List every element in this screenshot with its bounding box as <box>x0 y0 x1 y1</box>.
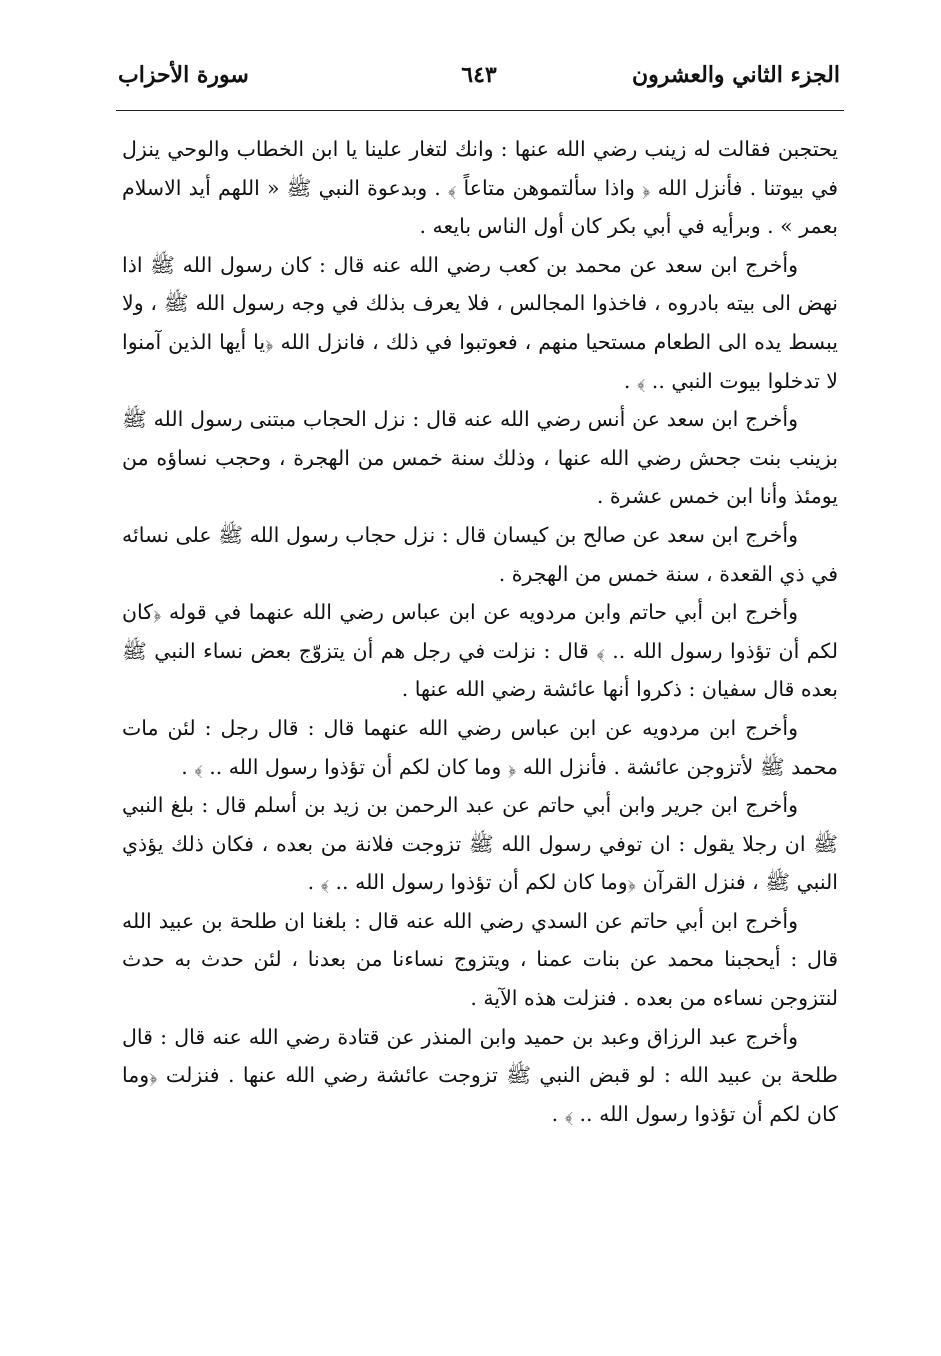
surah-title: سورة الأحزاب <box>118 62 249 88</box>
paragraph: وأخرج ابن سعد عن أنس رضي الله عنه قال : نزل الحجاب مبتنى رسول الله ﷺ بزينب بنت جحش رضي الله عنها ، وذلك سنة خمس من الهجرة ، وحجب نساؤه من يومئذ وأنا ابن خمس عشرة . <box>122 407 838 509</box>
paragraph: وأخرج عبد الرزاق وعبد بن حميد وابن المنذر عن قتادة رضي الله عنه قال : قال طلحة بن عبيد الله : لو قبض النبي ﷺ تزوجت عائشة رضي الله عنها . فنزلت ﴿وما كان لكم أن تؤذوا رسول الله .. ﴾ . <box>122 1024 838 1126</box>
paragraph: وأخرج ابن أبي حاتم عن السدي رضي الله عنه قال : بلغنا ان طلحة بن عبيد الله قال : أيحجبنا محمد عن بنات عمنا ، ويتزوج نساءنا من بعدنا ، لئن حدث به حدث لنتزوجن نساءه من بعده . فنزلت هذه الآية . <box>122 908 838 1011</box>
paragraph: يحتجبن فقالت له زينب رضي الله عنها : وانك لتغار علينا يا ابن الخطاب والوحي ينزل في بيوتنا . فأنزل الله ﴿ واذا سألتموهن متاعاً ﴾ . وبدعوة النبي ﷺ « اللهم أيد الاسلام بعمر » . وبرأيه في أبي بكر كان أول الناس بايعه . <box>122 137 838 239</box>
paragraph: وأخرج ابن أبي حاتم وابن مردويه عن ابن عباس رضي الله عنهما في قوله ﴿كان لكم أن تؤذوا رسول الله .. ﴾ قال : نزلت في رجل هم أن يتزوّج بعض نساء النبي ﷺ بعده قال سفيان : ذكروا أنها عائشة رضي الله عنها . <box>122 600 838 702</box>
page-body <box>122 130 838 1133</box>
juz-title: الجزء الثاني والعشرون <box>631 62 840 88</box>
paragraph: وأخرج ابن سعد عن صالح بن كيسان قال : نزل حجاب رسول الله ﷺ على نسائه في ذي القعدة ، سنة خمس من الهجرة . <box>122 522 838 586</box>
paragraph: وأخرج ابن جرير وابن أبي حاتم عن عبد الرحمن بن زيد بن أسلم قال : بلغ النبي ﷺ ان رجلا يقول : ان توفي رسول الله ﷺ تزوجت فلانة من بعده ، فكان ذلك يؤذي النبي ﷺ ، فنزل القرآن ﴿وما كان لكم أن تؤذوا رسول الله .. ﴾ . <box>122 793 838 895</box>
paragraph: وأخرج ابن مردويه عن ابن عباس رضي الله عنهما قال : قال رجل : لئن مات محمد ﷺ لأتزوجن عائشة . فأنزل الله ﴿ وما كان لكم أن تؤذوا رسول الله .. ﴾ . <box>122 715 838 779</box>
paragraph: وأخرج ابن سعد عن محمد بن كعب رضي الله عنه قال : كان رسول الله ﷺ اذا نهض الى بيته بادروه ، فاخذوا المجالس ، فلا يعرف بذلك في وجه رسول الله ﷺ ، ولا يبسط يده الى الطعام مستحيا منهم ، فعوتبوا في ذلك ، فانزل الله ﴿يا أيها الذين آمنوا لا تدخلوا بيوت النبي .. ﴾ . <box>122 252 838 393</box>
header-divider <box>116 110 844 111</box>
running-header <box>118 62 840 102</box>
page-number: ٦٤٣ <box>461 62 497 88</box>
